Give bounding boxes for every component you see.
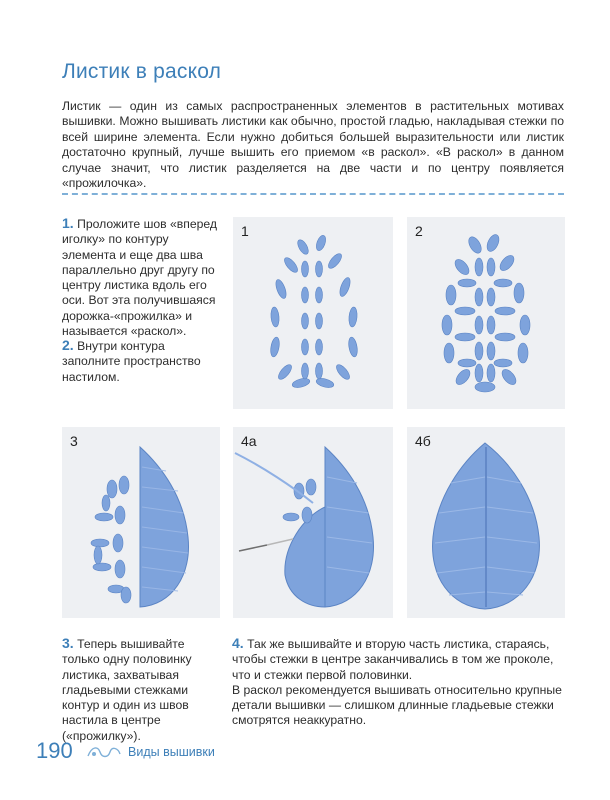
photo-step-3 xyxy=(62,427,220,618)
step-note: В раскол рекомендуется вышивать относительно крупные детали вышивки — слишком длинные гладьевые стежки смотрятся неаккуратно. xyxy=(232,682,562,728)
step-1 xyxy=(62,216,222,339)
photo-label: 4а xyxy=(241,433,257,449)
step-text: Так же вышивайте и вторую часть листика, стараясь, чтобы стежки в центре заканчивались в том же проколе, что и стежки первой половинки. xyxy=(232,637,554,682)
leaf-with-needle-illustration xyxy=(233,427,393,618)
photo-step-2 xyxy=(407,217,565,409)
step-text: Внутри контура заполните пространство настилом. xyxy=(62,339,201,384)
section-name: Виды вышивки xyxy=(128,745,215,759)
photo-step-1 xyxy=(233,217,393,409)
photo-label: 4б xyxy=(415,433,431,449)
step-2 xyxy=(62,338,222,385)
step-text: Теперь вышивайте только одну половинку листика, захватывая гладьевыми стежками контур и один из швов настила в центре («прожилку»). xyxy=(62,637,192,743)
step-number: 1. xyxy=(62,215,74,231)
page-title: Листик в раскол xyxy=(62,60,222,83)
step-text: Проложите шов «вперед иголку» по контуру элемента и еще два шва параллельно друг другу по центру листика вдоль его оси. Вот эта получившаяся дорожка-«прожилка» и называется «раскол». xyxy=(62,217,218,339)
step-number: 3. xyxy=(62,635,74,651)
photo-label: 1 xyxy=(241,223,249,239)
leaf-half-satin-illustration xyxy=(62,427,220,618)
leaf-filled-stitches-illustration xyxy=(407,217,565,409)
photo-step-4b xyxy=(407,427,565,618)
step-4 xyxy=(232,636,565,729)
step-number: 2. xyxy=(62,337,74,353)
leaf-outline-illustration xyxy=(233,217,393,409)
dashed-divider xyxy=(62,193,564,195)
page-number: 190 xyxy=(36,738,73,763)
leaf-finished-illustration xyxy=(407,427,565,618)
photo-step-4a xyxy=(233,427,393,618)
step-number: 4. xyxy=(232,635,244,651)
step-3 xyxy=(62,636,222,744)
photo-label: 2 xyxy=(415,223,423,239)
ornament-icon xyxy=(86,744,122,760)
intro-paragraph: Листик — один из самых распространенных элементов в растительных мотивах вышивки. Можно вышивать листики как обычно, простой гладью, накладывая стежки по всей ширине элемента. Если нужно добиться большей выразительности или листик достаточно крупный, лучше вышить его приемом «в раскол». «В раскол» в данном случае значит, что листик разделяется на две части и по центру появляется «прожилочка». xyxy=(62,99,564,191)
photo-label: 3 xyxy=(70,433,78,449)
